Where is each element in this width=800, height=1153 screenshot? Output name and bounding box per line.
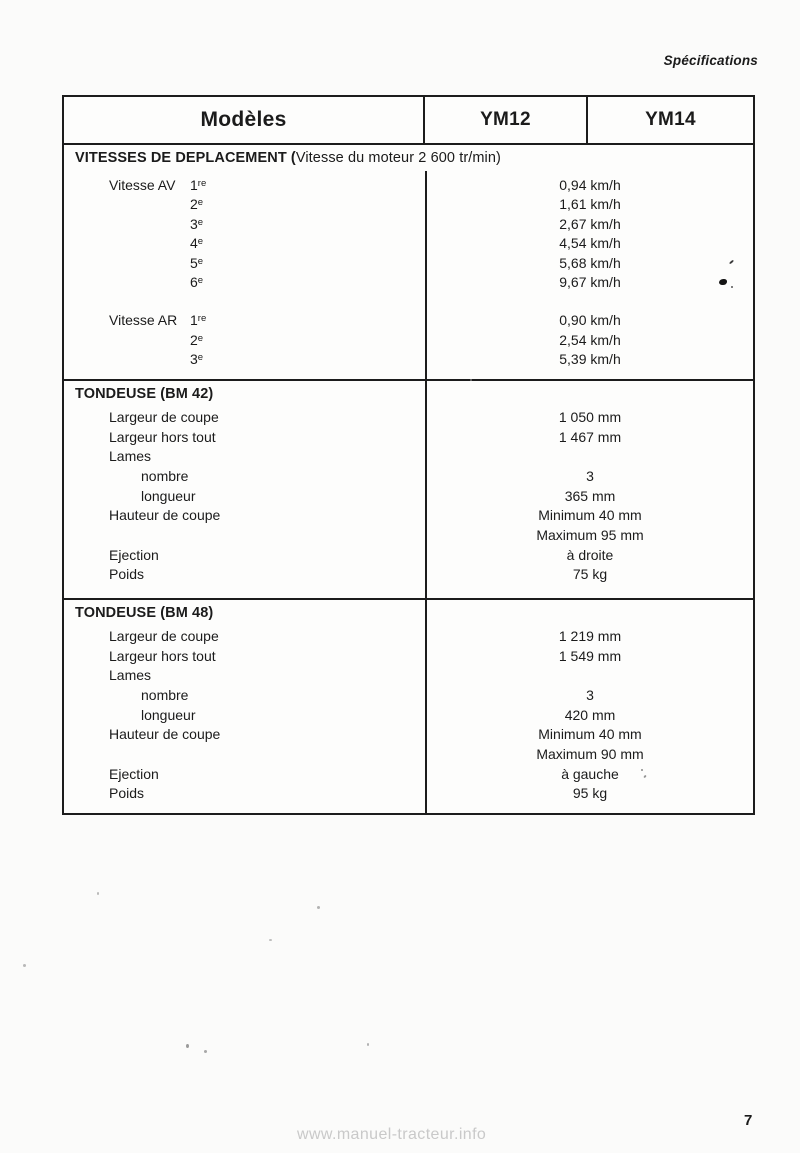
row-label-cell: Ejection (109, 546, 159, 563)
gear-ordinal-suffix: e (197, 255, 204, 267)
row-label: Vitesse AV (109, 176, 176, 193)
row-label-cell (64, 274, 427, 290)
row-value: 1 050 mm (558, 408, 622, 425)
row-value: 1 219 mm (558, 627, 622, 644)
section-title-bold: VITESSES DE DEPLACEMENT ( (75, 150, 296, 166)
header-ym14: YM14 (645, 109, 696, 130)
scan-artifact (269, 939, 272, 941)
row-label: Vitesse AR (109, 312, 178, 329)
table-row (64, 466, 753, 486)
gear-ordinal-suffix: e (197, 216, 204, 228)
page-number: 7 (744, 1112, 753, 1129)
row-label-cell (64, 332, 427, 348)
table-row (64, 744, 753, 764)
table-row (64, 214, 753, 234)
row-spacer (64, 292, 753, 311)
row-label-cell (64, 255, 427, 271)
row-label-cell: Largeur de coupe (109, 408, 219, 425)
gear-ordinal-suffix: e (197, 197, 204, 209)
table-row (64, 253, 753, 273)
gear-number: 1re (190, 312, 207, 329)
gear-ordinal-suffix: re (197, 313, 207, 325)
spec-section (64, 145, 753, 381)
table-row (64, 234, 753, 254)
row-value: 0,90 km/h (559, 312, 621, 329)
gear-ordinal-suffix: e (197, 332, 204, 344)
scan-artifact (367, 1043, 369, 1046)
row-value: 1 549 mm (558, 647, 622, 664)
row-value: 95 kg (572, 785, 608, 802)
gear-number: 3e (190, 215, 204, 232)
section-title-suffix: Vitesse du moteur 2 600 tr/min) (295, 150, 501, 166)
row-value: à droite (566, 546, 614, 563)
row-label-cell (64, 235, 427, 251)
row-value: 420 mm (564, 706, 616, 723)
table-row (64, 195, 753, 215)
table-row (64, 685, 753, 705)
scan-artifact (23, 964, 26, 967)
row-value: à gauche (561, 765, 619, 782)
header-ym12: YM12 (425, 97, 588, 143)
row-value: 2,67 km/h (559, 215, 621, 232)
row-label-cell: Largeur de coupe (109, 627, 219, 644)
table-row (64, 446, 753, 466)
table-row (64, 545, 753, 565)
spec-section (64, 600, 753, 813)
row-label-cell: nombre (141, 686, 189, 703)
row-label-cell: Hauteur de coupe (109, 507, 221, 524)
specifications-table (62, 95, 755, 815)
gear-ordinal-suffix: e (197, 275, 204, 287)
row-value: 5,39 km/h (559, 351, 621, 368)
section-title (64, 381, 753, 407)
row-label-cell: Lames (109, 448, 152, 465)
gear-number: 2e (190, 331, 204, 348)
table-row (64, 565, 753, 585)
row-value: Maximum 90 mm (536, 745, 644, 762)
row-value: 3 (586, 467, 594, 484)
scan-artifact (731, 286, 733, 288)
row-value: Minimum 40 mm (538, 726, 642, 743)
scan-artifact (97, 892, 99, 895)
scan-artifact (317, 906, 320, 909)
row-value: 365 mm (564, 487, 616, 504)
row-label-cell: nombre (141, 467, 189, 484)
row-value: Minimum 40 mm (538, 507, 642, 524)
row-value: 0,94 km/h (559, 176, 621, 193)
table-row (64, 427, 753, 447)
scan-artifact (470, 379, 472, 381)
row-value: Maximum 95 mm (536, 526, 644, 543)
row-value: 3 (586, 686, 594, 703)
gear-number: 6e (190, 274, 204, 291)
table-row (64, 505, 753, 525)
row-value: 9,67 km/h (559, 274, 621, 291)
table-row (64, 724, 753, 744)
row-label-cell: Largeur hors tout (109, 428, 216, 445)
spec-table-sections (64, 145, 753, 813)
doc-section-label: Spécifications (663, 53, 758, 68)
row-label-cell: Hauteur de coupe (109, 726, 221, 743)
row-label-cell (64, 216, 427, 232)
scan-artifact (641, 769, 643, 771)
table-row (64, 486, 753, 506)
section-title-bold: TONDEUSE (BM 42) (75, 386, 214, 402)
gear-number: 3e (190, 351, 204, 368)
table-row (64, 764, 753, 784)
table-row (64, 350, 753, 370)
table-row (64, 330, 753, 350)
row-value: 2,54 km/h (559, 331, 621, 348)
scan-artifact (186, 1044, 189, 1048)
section-title (64, 145, 753, 175)
row-label-cell: Poids (109, 785, 145, 802)
table-row (64, 646, 753, 666)
header-models: Modèles (64, 97, 425, 143)
row-label-cell: Largeur hors tout (109, 647, 216, 664)
gear-number: 5e (190, 254, 204, 271)
spec-section (64, 381, 753, 600)
gear-ordinal-suffix: e (197, 352, 204, 364)
row-value: 75 kg (572, 566, 608, 583)
gear-number: 2e (190, 196, 204, 213)
row-value: 1 467 mm (558, 428, 622, 445)
row-label-cell (64, 312, 427, 328)
row-value: 1,61 km/h (559, 196, 621, 213)
section-title (64, 600, 753, 626)
table-row (64, 407, 753, 427)
column-divider (425, 600, 427, 813)
watermark: www.manuel-tracteur.info (297, 1126, 487, 1143)
table-row (64, 784, 753, 804)
table-row (64, 311, 753, 331)
gear-number: 4e (190, 235, 204, 252)
row-value: 5,68 km/h (559, 254, 621, 271)
table-row (64, 665, 753, 685)
table-row (64, 525, 753, 545)
table-row (64, 273, 753, 293)
table-row (64, 705, 753, 725)
column-divider (425, 171, 427, 379)
row-label-cell: longueur (141, 706, 196, 723)
scan-artifact (204, 1050, 207, 1053)
row-label-cell: Poids (109, 566, 145, 583)
row-label-cell (64, 196, 427, 212)
section-title-bold: TONDEUSE (BM 48) (75, 605, 214, 621)
table-row (64, 175, 753, 195)
row-label-cell (64, 351, 427, 367)
gear-number: 1re (190, 176, 207, 193)
gear-ordinal-suffix: re (197, 177, 207, 189)
row-label-cell: longueur (141, 487, 196, 504)
column-divider (425, 381, 427, 598)
row-value: 4,54 km/h (559, 235, 621, 252)
table-header-row (64, 97, 753, 145)
gear-ordinal-suffix: e (197, 236, 204, 248)
table-row (64, 626, 753, 646)
row-label-cell (64, 177, 427, 193)
row-label-cell: Lames (109, 667, 152, 684)
row-label-cell: Ejection (109, 765, 159, 782)
